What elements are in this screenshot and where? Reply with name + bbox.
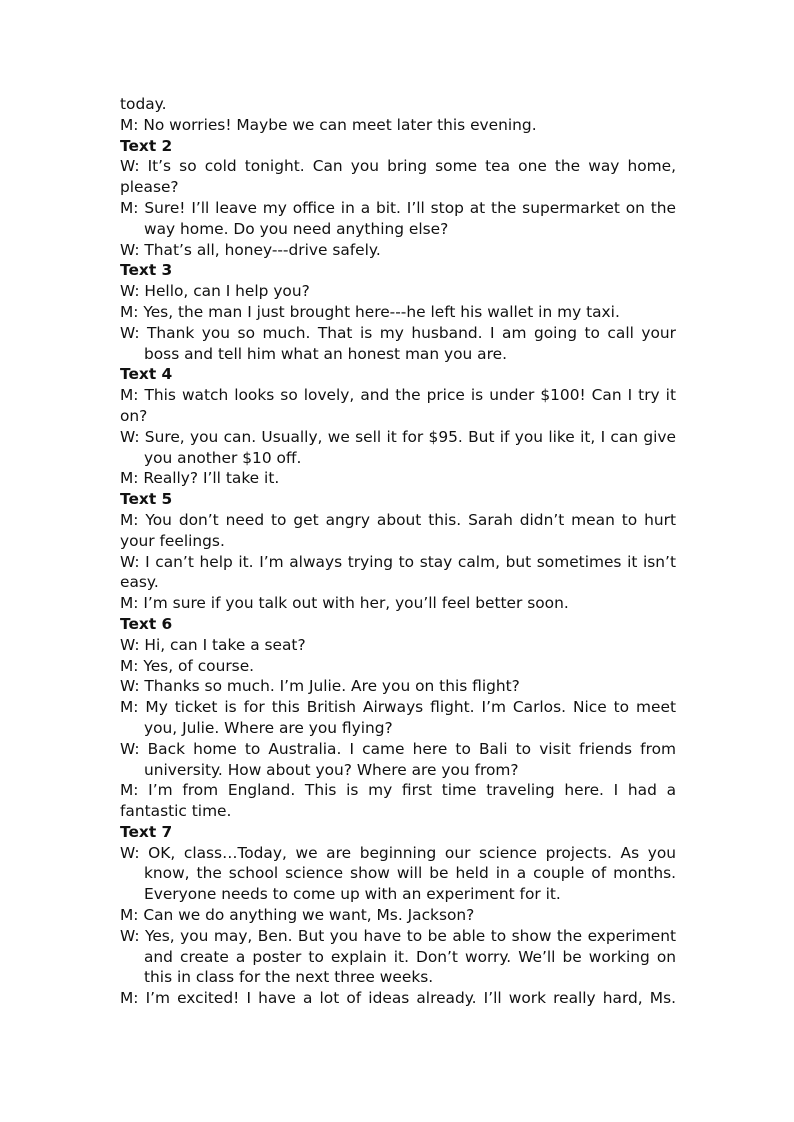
- dialogue-line: M: This watch looks so lovely, and the price is under $100! Can I try it on?: [120, 386, 676, 425]
- dialogue-line: M: Can we do anything we want, Ms. Jackson?: [120, 906, 475, 925]
- dialogue-line: M: Yes, the man I just brought here---he left his wallet in my taxi.: [120, 302, 620, 321]
- dialogue-line: W: Yes, you may, Ben. But you have to be able to show the experiment and create a poster to explain it. Don’t worry. We’ll be working on this in class for the next three weeks.: [120, 926, 676, 987]
- section-heading: Text 7: [120, 822, 173, 841]
- dialogue-line: M: No worries! Maybe we can meet later this evening.: [120, 115, 537, 134]
- section-heading: Text 4: [120, 365, 173, 384]
- dialogue-line: M: I’m sure if you talk out with her, you’ll feel better soon.: [120, 594, 569, 613]
- dialogue-line: W: Back home to Australia. I came here to Bali to visit friends from university. How about you? Where are you from?: [120, 739, 676, 779]
- dialogue-line: M: Yes, of course.: [120, 656, 255, 675]
- section-heading: Text 5: [120, 490, 173, 509]
- dialogue-line: W: That’s all, honey---drive safely.: [120, 240, 381, 259]
- dialogue-line: M: You don’t need to get angry about this. Sarah didn’t mean to hurt your feelings.: [120, 510, 676, 550]
- dialogue-line: W: Thank you so much. That is my husband. I am going to call your boss and tell him what an honest man you are.: [120, 323, 676, 363]
- document-page: [120, 94, 676, 1009]
- paragraph: today.: [120, 95, 167, 113]
- dialogue-line: W: Sure, you can. Usually, we sell it for $95. But if you like it, I can give you another $10 off.: [120, 427, 676, 467]
- dialogue-line: M: I’m from England. This is my first time traveling here. I had a fantastic time.: [120, 781, 676, 821]
- dialogue-line: M: My ticket is for this British Airways flight. I’m Carlos. Nice to meet you, Julie. Where are you flying?: [120, 698, 676, 737]
- dialogue-line: M: Really? I’ll take it.: [120, 469, 280, 488]
- section-heading: Text 6: [120, 614, 173, 633]
- dialogue-line: M: I’m excited! I have a lot of ideas already. I’ll work really hard, Ms.: [120, 989, 676, 1008]
- dialogue-line: M: Sure! I’ll leave my office in a bit. I’ll stop at the supermarket on the way home. Do you need anything else?: [120, 198, 676, 238]
- dialogue-line: W: OK, class…Today, we are beginning our science projects. As you know, the school science show will be held in a couple of months. Everyone needs to come up with an experiment for it.: [120, 843, 676, 904]
- dialogue-line: W: I can’t help it. I’m always trying to stay calm, but sometimes it isn’t easy.: [120, 552, 676, 592]
- dialogue-line: W: Hi, can I take a seat?: [120, 635, 306, 654]
- dialogue-line: W: It’s so cold tonight. Can you bring some tea one the way home, please?: [120, 157, 676, 197]
- dialogue-line: W: Thanks so much. I’m Julie. Are you on this flight?: [120, 677, 520, 696]
- dialogue-line: W: Hello, can I help you?: [120, 282, 310, 301]
- section-heading: Text 3: [120, 261, 173, 280]
- section-heading: Text 2: [120, 136, 173, 155]
